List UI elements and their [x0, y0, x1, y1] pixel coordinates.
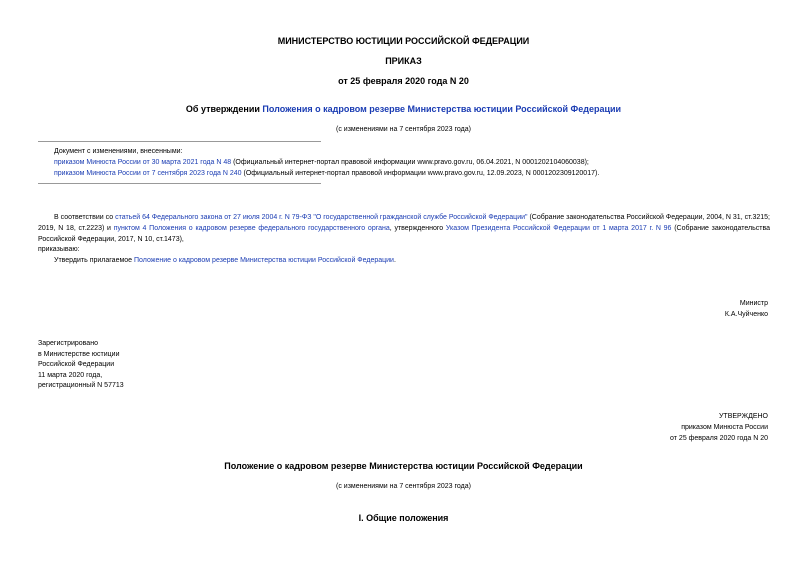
- order-text: [54, 257, 396, 264]
- signature-name: К.А.Чуйченко: [724, 311, 768, 318]
- preamble-link-decree[interactable]: Указом Президента Российской Федерации от 1 марта 2017 г. N 96: [445, 225, 672, 232]
- signature-block: [725, 298, 768, 320]
- preamble-link-regulation[interactable]: пунктом 4 Положения о кадровом резерве федерального государственного органа: [113, 225, 390, 232]
- changes-top-rule: [38, 141, 321, 142]
- preamble-text: В соответствии со: [54, 214, 116, 221]
- ministry-heading: МИНИСТЕРСТВО ЮСТИЦИИ РОССИЙСКОЙ ФЕДЕРАЦИИ: [277, 36, 530, 46]
- order-text-part: .: [393, 257, 396, 264]
- preamble-text: (Собрание законодательства Российской Федерации, 2004, N 31, ст.3215; 2019, N 18, ст.2223) и: [38, 214, 770, 232]
- registration-block: [38, 339, 124, 392]
- doc-title-prefix: Об утверждении: [185, 104, 263, 114]
- changes-item: [54, 157, 774, 168]
- preamble-text: (Собрание законодательства Российской Федерации, 2017, N 10, ст.1473),: [38, 225, 770, 243]
- change-text-1: (Официальный интернет-портал правовой информации www.pravo.gov.ru, 06.04.2021, N 0001202104060038);: [231, 159, 589, 166]
- change-link-1[interactable]: приказом Минюста России от 30 марта 2021 года N 48: [54, 159, 232, 166]
- doc-date-number: от 25 февраля 2020 года N 20: [338, 76, 469, 86]
- order-text-part: Утвердить прилагаемое: [54, 257, 135, 264]
- order-link-regulation[interactable]: Положение о кадровом резерве Министерства юстиции Российской Федерации: [134, 257, 394, 264]
- regulation-amend-note: (с изменениями на 7 сентября 2023 года): [336, 483, 471, 490]
- changes-item: [54, 168, 774, 179]
- section-heading: I. Общие положения: [358, 513, 449, 523]
- registration-line: Российской Федерации: [38, 361, 115, 368]
- change-link-2[interactable]: приказом Минюста России от 7 сентября 2023 года N 240: [54, 170, 242, 177]
- approved-block: [670, 411, 768, 444]
- registration-line: 11 марта 2020 года,: [38, 371, 103, 379]
- approved-line: УТВЕРЖДЕНО: [718, 413, 768, 420]
- regulation-title: Положение о кадровом резерве Министерства юстиции Российской Федерации: [224, 461, 583, 471]
- doc-title-link[interactable]: Положения о кадровом резерве Министерства юстиции Российской Федерации: [262, 104, 622, 114]
- amend-note: (с изменениями на 7 сентября 2023 года): [336, 126, 471, 133]
- changes-bottom-rule: [38, 183, 321, 184]
- doc-type: ПРИКАЗ: [385, 56, 422, 66]
- approved-line: приказом Минюста России: [681, 424, 768, 431]
- preamble-text: , утвержденного: [389, 225, 446, 232]
- registration-line: Зарегистрировано: [38, 340, 98, 347]
- changes-intro: Документ с изменениями, внесенными:: [54, 148, 183, 155]
- approved-line: от 25 февраля 2020 года N 20: [670, 435, 768, 442]
- registration-line: регистрационный N 57713: [38, 382, 124, 389]
- change-text-2: (Официальный интернет-портал правовой информации www.pravo.gov.ru, 12.09.2023, N 0001202309120017).: [241, 170, 600, 177]
- preamble-link-law[interactable]: статьей 64 Федерального закона от 27 июля 2004 г. N 79-ФЗ "О государственной гражданской службе Российской Федерации": [115, 214, 528, 221]
- registration-line: в Министерстве юстиции: [38, 350, 120, 358]
- doc-title: [0, 104, 807, 114]
- preamble-paragraph: [38, 212, 770, 245]
- signature-role: Министр: [739, 300, 768, 307]
- changes-block: [54, 146, 774, 179]
- order-word: приказываю:: [38, 246, 80, 253]
